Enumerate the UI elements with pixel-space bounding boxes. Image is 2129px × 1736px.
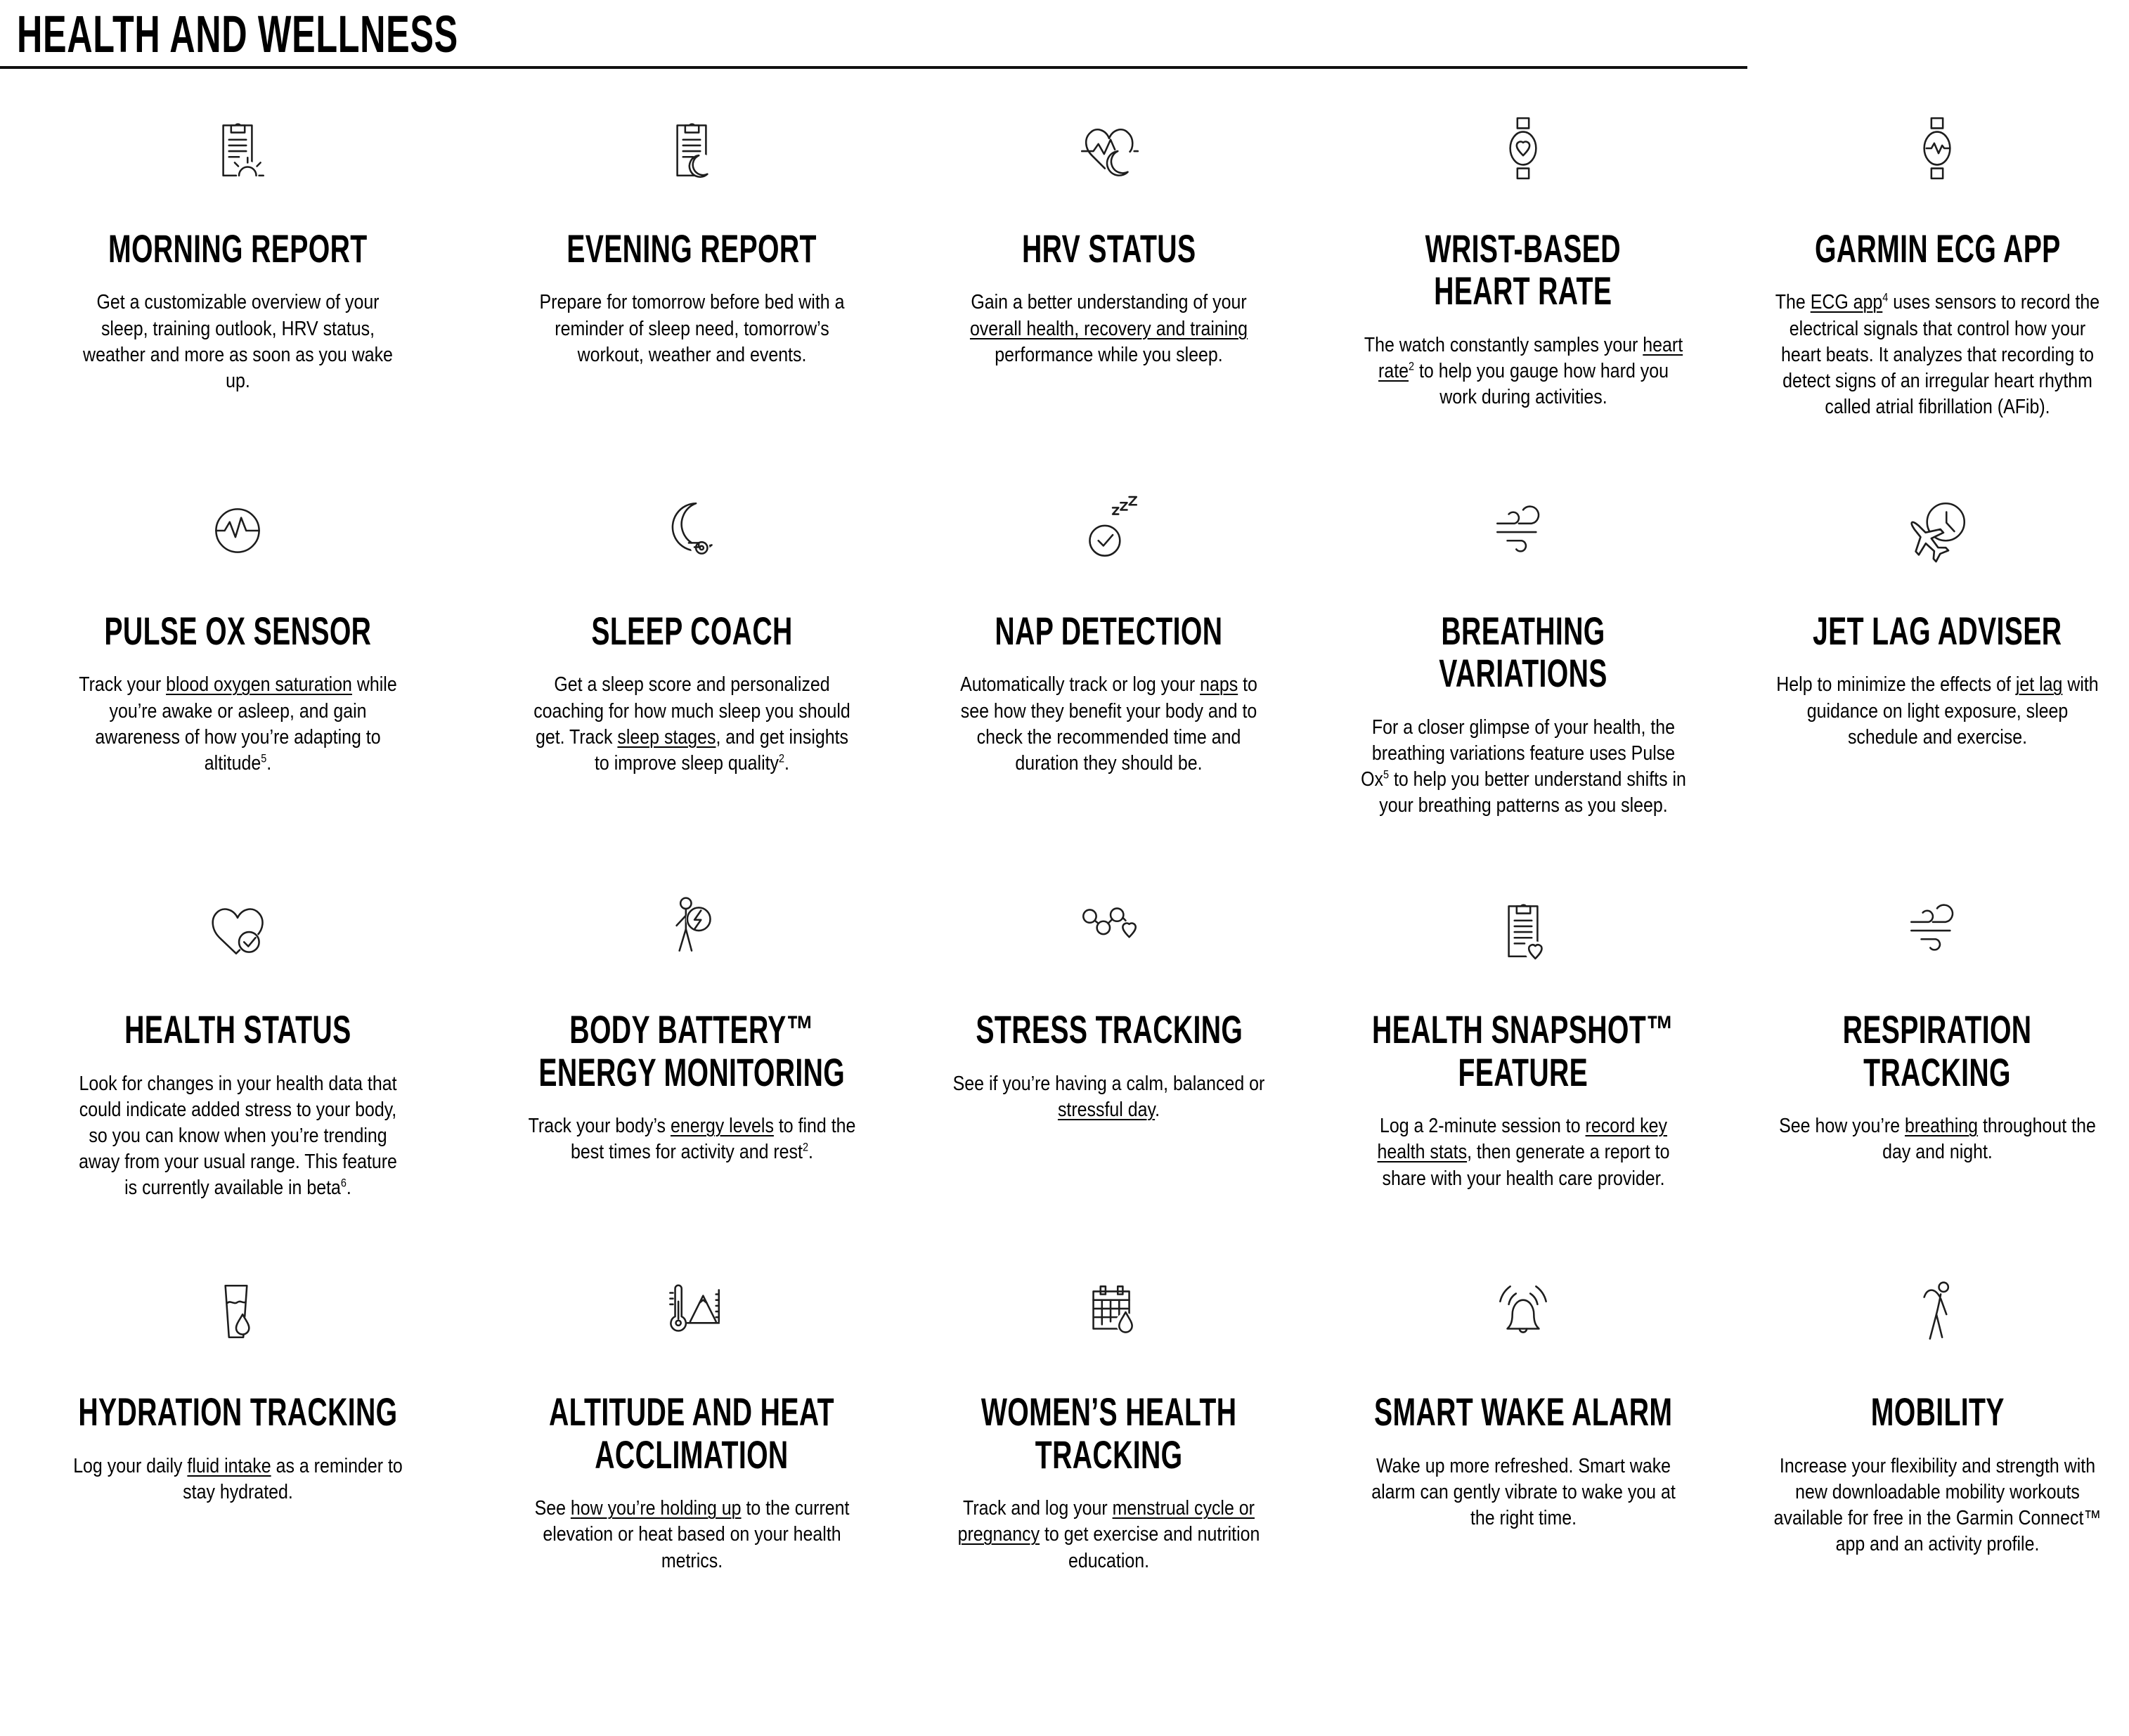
feature-description: Log a 2-minute session to record key health stats, then generate a report to share with your health care provider. bbox=[1377, 1115, 1670, 1190]
watch-heart-icon bbox=[1487, 108, 1559, 184]
person-lightning-icon bbox=[656, 889, 727, 965]
record-key-health-stats-link[interactable]: record key health stats bbox=[1377, 1115, 1667, 1164]
heart-check-icon bbox=[202, 889, 273, 965]
feature-description: The ECG app$^4$ uses sensors to record the electrical signals that control how your heart beats. It analyzes that recording to detect signs of an irregular heart rhythm called atrial fibrillation (AFib). bbox=[1775, 290, 2100, 418]
feature-description: The watch constantly samples your heart rate$^2$ to help you gauge how hard you work during activities. bbox=[1364, 333, 1683, 409]
feature-description: For a closer glimpse of your health, the breathing variations feature uses Pulse Ox$^5$ to help you better understand shifts in your breathing patterns as you sleep. bbox=[1360, 715, 1686, 817]
menstrual-cycle-or-pregnancy-link[interactable]: menstrual cycle or pregnancy bbox=[957, 1497, 1255, 1546]
feature-description: Get a customizable overview of your sleep, training outlook, HRV status, weather and more as soon as you wake up. bbox=[82, 291, 393, 392]
feature-title: RESPIRATION TRACKING bbox=[1843, 1007, 2032, 1094]
feature-card-garmin-ecg-app bbox=[1746, 108, 2129, 420]
feature-card-nap-detection bbox=[917, 491, 1300, 777]
header-divider bbox=[0, 66, 1747, 69]
feature-title: SLEEP COACH bbox=[590, 609, 793, 654]
how-youre-holding-up-link[interactable]: how you’re holding up bbox=[570, 1497, 742, 1520]
fluid-intake-link[interactable]: fluid intake bbox=[187, 1454, 271, 1477]
feature-description: Automatically track or log your naps to see how they benefit your body and to check the recommended time and duration they should be. bbox=[960, 673, 1258, 775]
feature-description: Get a sleep score and personalized coaching for how much sleep you should get. Track sleep stages, and get insights to improve sleep quality$^2$. bbox=[533, 673, 850, 775]
feature-title: WOMEN’S HEALTH TRACKING bbox=[981, 1390, 1237, 1477]
feature-title: HRV STATUS bbox=[1022, 226, 1196, 271]
feature-card-smart-wake-alarm bbox=[1307, 1271, 1739, 1531]
feature-description: See if you’re having a calm, balanced or stressful day. bbox=[953, 1072, 1265, 1121]
feature-title: STRESS TRACKING bbox=[975, 1007, 1243, 1052]
feature-card-stress-tracking bbox=[917, 889, 1300, 1123]
feature-card-hydration-tracking bbox=[10, 1271, 466, 1505]
clipboard-heart-icon bbox=[1487, 889, 1559, 965]
ecg-app-link[interactable]: ECG app bbox=[1810, 291, 1883, 314]
feature-title: MORNING REPORT bbox=[108, 226, 368, 271]
feature-description: See how you’re breathing throughout the day and night. bbox=[1779, 1115, 2096, 1164]
feature-title: HYDRATION TRACKING bbox=[78, 1390, 398, 1434]
jet-lag-link[interactable]: jet lag bbox=[2015, 673, 2063, 697]
feature-description: Wake up more refreshed. Smart wake alarm can gently vibrate to wake you at the right time. bbox=[1371, 1454, 1676, 1530]
person-stretching-icon bbox=[1901, 1271, 1973, 1347]
feature-description: Log your daily fluid intake as a reminder to stay hydrated. bbox=[73, 1454, 403, 1503]
feature-description: Increase your flexibility and strength with new downloadable mobility workouts available for free in the Garmin Connect™ app and an activity profile. bbox=[1773, 1454, 2102, 1556]
feature-title: HEALTH SNAPSHOT™ FEATURE bbox=[1372, 1007, 1674, 1094]
feature-title: MOBILITY bbox=[1870, 1390, 2005, 1434]
watch-ecg-icon bbox=[1901, 108, 1973, 184]
feature-title: SMART WAKE ALARM bbox=[1373, 1390, 1673, 1434]
feature-card-altitude-heat-acclimation bbox=[473, 1271, 911, 1574]
feature-card-body-battery bbox=[473, 889, 911, 1165]
feature-card-sleep-coach bbox=[473, 491, 911, 777]
feature-title: BODY BATTERY™ ENERGY MONITORING bbox=[538, 1007, 845, 1094]
feature-description: Track and log your menstrual cycle or pregnancy to get exercise and nutrition education. bbox=[957, 1497, 1260, 1572]
breathing-link[interactable]: breathing bbox=[1905, 1115, 1979, 1138]
feature-card-respiration-tracking bbox=[1746, 889, 2129, 1165]
feature-card-wrist-based-heart-rate bbox=[1307, 108, 1739, 410]
calendar-droplet-icon bbox=[1073, 1271, 1145, 1347]
feature-title: BREATHING VARIATIONS bbox=[1439, 609, 1607, 696]
page-header bbox=[0, 0, 1747, 63]
heart-rate-link[interactable]: heart rate bbox=[1378, 333, 1683, 383]
pulse-waveform-circle-icon bbox=[202, 491, 273, 566]
feature-card-jet-lag-adviser bbox=[1746, 491, 2129, 751]
thermometer-mountain-icon bbox=[656, 1271, 727, 1347]
feature-title: GARMIN ECG APP bbox=[1814, 226, 2061, 271]
feature-card-health-status bbox=[10, 889, 466, 1201]
glass-droplet-icon bbox=[202, 1271, 273, 1347]
feature-card-morning-report bbox=[10, 108, 466, 394]
feature-title: ALTITUDE AND HEAT ACCLIMATION bbox=[549, 1390, 835, 1477]
page-title: HEALTH AND WELLNESS bbox=[17, 5, 458, 63]
feature-title: WRIST-BASED HEART RATE bbox=[1425, 226, 1622, 313]
clock-check-zzz-icon bbox=[1073, 491, 1145, 566]
feature-title: JET LAG ADVISER bbox=[1813, 609, 2062, 654]
feature-title: PULSE OX SENSOR bbox=[104, 609, 372, 654]
feature-title: HEALTH STATUS bbox=[124, 1007, 351, 1052]
overall-health-recovery-training-link[interactable]: overall health, recovery and training bbox=[970, 317, 1248, 340]
feature-card-breathing-variations bbox=[1307, 491, 1739, 819]
feature-description: Track your blood oxygen saturation while you’re awake or asleep, and gain awareness of how you’re adapting to altitude$^5$. bbox=[79, 673, 397, 775]
wind-breath-icon bbox=[1901, 889, 1973, 965]
feature-description: Look for changes in your health data that could indicate added stress to your body, so you can know when you’re trending away from your usual range. This feature is currently available in beta$^6$. bbox=[78, 1072, 397, 1200]
molecule-heart-icon bbox=[1073, 889, 1145, 965]
feature-title: EVENING REPORT bbox=[567, 226, 817, 271]
feature-title: NAP DETECTION bbox=[995, 609, 1223, 654]
stressful-day-link[interactable]: stressful day bbox=[1058, 1098, 1156, 1121]
feature-description: See how you’re holding up to the current elevation or heat based on your health metrics. bbox=[534, 1497, 850, 1572]
feature-card-hrv-status bbox=[917, 108, 1300, 368]
feature-card-health-snapshot bbox=[1307, 889, 1739, 1191]
blood-oxygen-saturation-link[interactable]: blood oxygen saturation bbox=[165, 673, 352, 697]
sleep-stages-link[interactable]: sleep stages bbox=[616, 725, 716, 749]
feature-card-mobility bbox=[1746, 1271, 2129, 1557]
heart-ecg-moon-icon bbox=[1073, 108, 1145, 184]
feature-card-pulse-ox-sensor bbox=[10, 491, 466, 777]
feature-description: Gain a better understanding of your overall health, recovery and training performance while you sleep. bbox=[970, 291, 1248, 366]
moon-whistle-icon bbox=[656, 491, 727, 566]
clipboard-moon-icon bbox=[656, 108, 727, 184]
clipboard-sun-icon bbox=[202, 108, 273, 184]
feature-card-evening-report bbox=[473, 108, 911, 368]
feature-description: Help to minimize the effects of jet lag with guidance on light exposure, sleep schedule and exercise. bbox=[1776, 673, 2099, 749]
wind-breath-icon bbox=[1487, 491, 1559, 566]
bell-vibrate-icon bbox=[1487, 1271, 1559, 1347]
naps-link[interactable]: naps bbox=[1200, 673, 1238, 697]
airplane-clock-icon bbox=[1901, 491, 1973, 566]
energy-levels-link[interactable]: energy levels bbox=[670, 1115, 774, 1138]
feature-grid bbox=[0, 108, 2102, 1574]
feature-description: Prepare for tomorrow before bed with a reminder of sleep need, tomorrow’s workout, weather and events. bbox=[539, 291, 845, 366]
feature-description: Track your body’s energy levels to find the best times for activity and rest$^2$. bbox=[528, 1115, 855, 1164]
feature-card-womens-health-tracking bbox=[917, 1271, 1300, 1574]
